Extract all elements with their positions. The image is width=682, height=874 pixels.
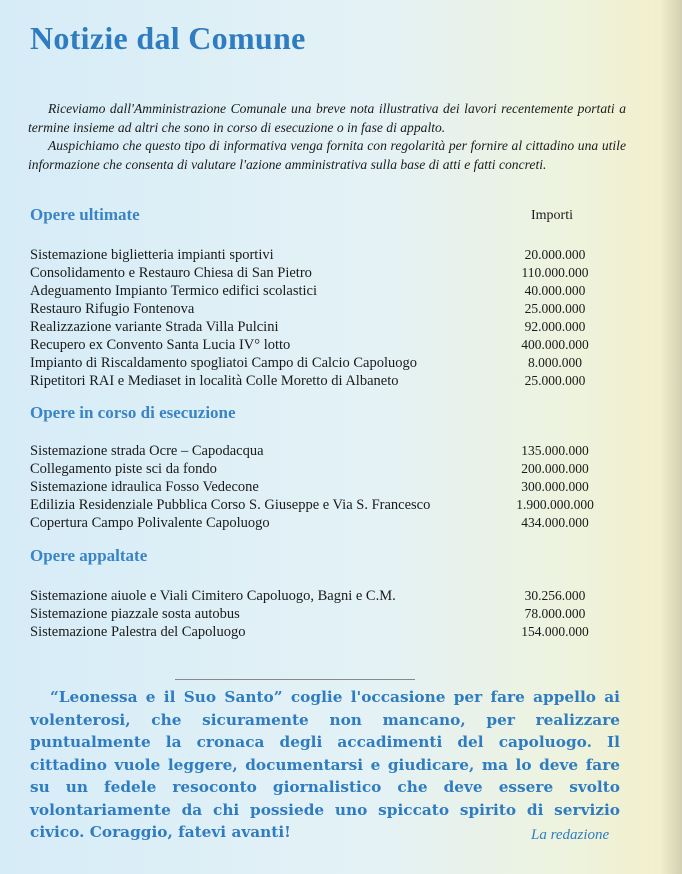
- list-item: [30, 354, 605, 372]
- item-amount: 25.000.000: [524, 373, 586, 388]
- list-item: [30, 478, 605, 496]
- item-amount: 78.000.000: [524, 606, 586, 621]
- item-amount: 92.000.000: [524, 319, 586, 334]
- list-item: [30, 442, 605, 460]
- list-item: [30, 336, 605, 354]
- section-title-opere-ultimate: Opere ultimate: [30, 205, 140, 224]
- item-label: Consolidamento e Restauro Chiesa di San Pietro: [30, 265, 312, 281]
- item-label: Sistemazione biglietteria impianti sportivi: [30, 247, 274, 263]
- list-item: [30, 246, 605, 264]
- item-amount: 434.000.000: [521, 515, 589, 530]
- section-title-opere-in-corso: Opere in corso di esecuzione: [30, 403, 236, 422]
- item-amount: 154.000.000: [521, 624, 589, 639]
- item-label: Realizzazione variante Strada Villa Pulcini: [30, 319, 279, 335]
- list-item: [30, 318, 605, 336]
- amounts-column-header: Importi: [531, 208, 573, 223]
- item-amount: 400.000.000: [521, 337, 589, 352]
- item-label: Sistemazione strada Ocre – Capodacqua: [30, 443, 264, 459]
- item-label: Sistemazione aiuole e Viali Cimitero Capoluogo, Bagni e C.M.: [30, 588, 396, 604]
- list-item: [30, 605, 605, 623]
- list-item: [30, 372, 605, 390]
- item-amount: 8.000.000: [528, 355, 582, 370]
- page-title: Notizie dal Comune: [30, 20, 306, 56]
- item-label: Restauro Rifugio Fontenova: [30, 301, 195, 317]
- item-amount: 110.000.000: [521, 265, 589, 280]
- item-amount: 200.000.000: [521, 461, 589, 476]
- list-item: [30, 587, 605, 605]
- appeal-text: “Leonessa e il Suo Santo” coglie l'occasione per fare appello ai volenterosi, che sicuramente non mancano, per realizzare puntualmente la cronaca degli accadimenti del capoluogo. Il cittadino vuole leggere, documentarsi e giudicare, ma lo deve fare su un fedele resoconto giornalistico che deve essere svolto volontariamente da chi possiede uno spiccato spirito di servizio civico. Coraggio, fatevi avanti!: [30, 688, 620, 841]
- item-label: Collegamento piste sci da fondo: [30, 461, 217, 477]
- section-title-opere-appaltate: Opere appaltate: [30, 546, 148, 565]
- item-amount: 1.900.000.000: [516, 497, 594, 512]
- list-opere-appaltate: [30, 587, 605, 641]
- item-amount: 40.000.000: [524, 283, 586, 298]
- item-label: Impianto di Riscaldamento spogliatoi Campo di Calcio Capoluogo: [30, 355, 418, 371]
- list-item: [30, 300, 605, 318]
- item-amount: 25.000.000: [524, 301, 586, 316]
- list-item: [30, 460, 605, 478]
- item-amount: 20.000.000: [524, 247, 586, 262]
- item-label: Recupero ex Convento Santa Lucia IV° lotto: [30, 337, 291, 353]
- page-binding-shadow: [660, 0, 682, 874]
- list-item: [30, 496, 605, 514]
- item-amount: 135.000.000: [521, 443, 589, 458]
- item-label: Edilizia Residenziale Pubblica Corso S. Giuseppe e Via S. Francesco: [30, 497, 431, 513]
- item-label: Ripetitori RAI e Mediaset in località Colle Moretto di Albaneto: [30, 373, 399, 389]
- list-opere-in-corso: [30, 442, 605, 532]
- intro-paragraph-2: Auspichiamo che questo tipo di informativa venga fornita con regolarità per fornire al cittadino una utile informazione che consenta di valutare l'azione amministrativa sulla base di atti e fatti concreti.: [28, 138, 626, 172]
- list-item: [30, 623, 605, 641]
- list-opere-ultimate: [30, 246, 605, 390]
- item-label: Sistemazione idraulica Fosso Vedecone: [30, 479, 259, 495]
- list-item: [30, 264, 605, 282]
- item-label: Adeguamento Impianto Termico edifici scolastici: [30, 283, 318, 299]
- intro-text: [28, 100, 626, 174]
- divider: [175, 679, 415, 680]
- item-amount: 30.256.000: [524, 588, 586, 603]
- item-label: Sistemazione piazzale sosta autobus: [30, 606, 240, 622]
- item-label: Copertura Campo Polivalente Capoluogo: [30, 515, 270, 531]
- list-item: [30, 514, 605, 532]
- intro-paragraph-1: Riceviamo dall'Amministrazione Comunale una breve nota illustrativa dei lavori recentemente portati a termine insieme ad altri che sono in corso di esecuzione o in fase di appalto.: [28, 101, 626, 135]
- signature: La redazione: [531, 827, 610, 843]
- item-label: Sistemazione Palestra del Capoluogo: [30, 624, 246, 640]
- list-item: [30, 282, 605, 300]
- item-amount: 300.000.000: [521, 479, 589, 494]
